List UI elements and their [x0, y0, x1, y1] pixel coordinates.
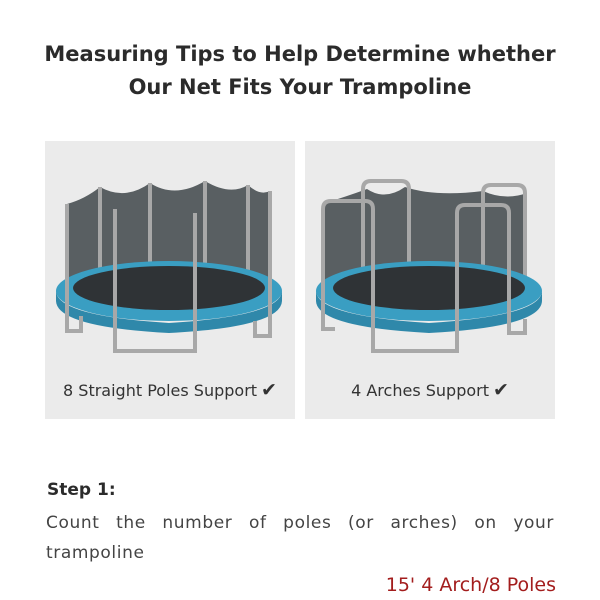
straight-pole-trampoline-illustration — [45, 141, 295, 419]
size-note: 15' 4 Arch/8 Poles — [385, 574, 556, 596]
arches-caption-text: 4 Arches Support — [351, 381, 489, 400]
arches-caption — [305, 379, 555, 401]
page-title-line-2: Our Net Fits Your Trampoline — [128, 75, 472, 99]
checkmark-icon: ✔ — [261, 379, 277, 401]
step-instructions: Count the number of poles (or arches) on your trampoline — [46, 513, 554, 563]
checkmark-icon: ✔ — [492, 379, 509, 401]
page-title-line-1: Measuring Tips to Help Determine whether — [44, 42, 556, 66]
page-title — [0, 38, 600, 104]
straight-poles-panel — [45, 141, 295, 419]
straight-poles-caption — [45, 379, 295, 401]
straight-poles-caption-text: 8 Straight Poles Support — [63, 381, 258, 400]
arch-trampoline-illustration — [305, 141, 555, 419]
step-label: Step 1: — [47, 480, 116, 500]
arches-panel — [305, 141, 555, 419]
